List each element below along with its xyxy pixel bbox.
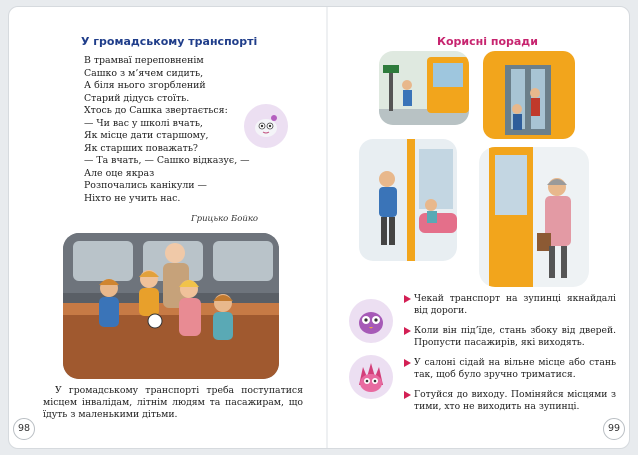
triangle-bullet-icon bbox=[404, 359, 411, 367]
tip-text: Готуйся до виходу. Поміняйся місцями з тими, хто не виходить на зупинці. bbox=[414, 389, 616, 412]
tip-text: Коли він під’їде, стань збоку від дверей. Пропусти пасажирів, які виходять. bbox=[414, 325, 616, 348]
poem-line: В трамваї переповненім bbox=[84, 55, 204, 66]
poem-line: Як старших поважать? bbox=[84, 142, 198, 154]
poem-line: Як місце дати старшому, bbox=[84, 130, 209, 141]
left-page-title: У громадському транспорті bbox=[81, 35, 258, 48]
book-spine bbox=[326, 7, 328, 448]
poem-line: — Чи вас у школі вчать, bbox=[84, 117, 203, 129]
triangle-bullet-icon bbox=[404, 327, 411, 335]
mascot-icon bbox=[244, 104, 288, 148]
poem-line: Розпочались канікули — bbox=[84, 180, 207, 191]
page-number-left: 98 bbox=[13, 418, 35, 440]
poem bbox=[84, 55, 250, 205]
bus-stop-illustration bbox=[379, 51, 469, 125]
tip-text: У салоні сідай на вільне місце або стань так, щоб було зручно триматися. bbox=[414, 357, 616, 380]
poem-line: Старий дідусь стоїть. bbox=[84, 92, 190, 104]
tip-item bbox=[404, 389, 616, 412]
tip-item bbox=[404, 325, 616, 348]
boy-standing-illustration bbox=[359, 139, 457, 261]
page-number-right: 99 bbox=[603, 418, 625, 440]
right-page-title: Корисні поради bbox=[437, 35, 538, 48]
tip-text: Чекай транспорт на зупинці якнайдалі від дороги. bbox=[414, 293, 616, 316]
poem-line: А біля нього згорблений bbox=[84, 80, 206, 91]
grandmother-illustration bbox=[479, 147, 589, 287]
poem-line: Ніхто не учить нас. bbox=[84, 192, 181, 204]
left-caption: У громадському транспорті треба поступатися місцем інвалідам, літнім людям та пасажирам, що їдуть з маленькими дітьми. bbox=[43, 385, 303, 420]
tip-item bbox=[404, 357, 616, 380]
tram-illustration bbox=[63, 233, 279, 379]
book-spread bbox=[8, 6, 630, 449]
mascot-hedgehog-icon bbox=[349, 355, 393, 399]
poem-line: Сашко з м’ячем сидить, bbox=[84, 67, 204, 79]
poem-line: Хтось до Сашка звертається: bbox=[84, 105, 228, 116]
mascot-owl-icon bbox=[349, 299, 393, 343]
triangle-bullet-icon bbox=[404, 391, 411, 399]
triangle-bullet-icon bbox=[404, 295, 411, 303]
bus-door-illustration bbox=[483, 51, 575, 139]
poem-line: Але оце якраз bbox=[84, 167, 155, 179]
poem-author: Грицько Бойко bbox=[191, 214, 259, 224]
poem-line: — Та вчать, — Сашко відказує, — bbox=[84, 155, 250, 166]
tip-item bbox=[404, 293, 616, 316]
